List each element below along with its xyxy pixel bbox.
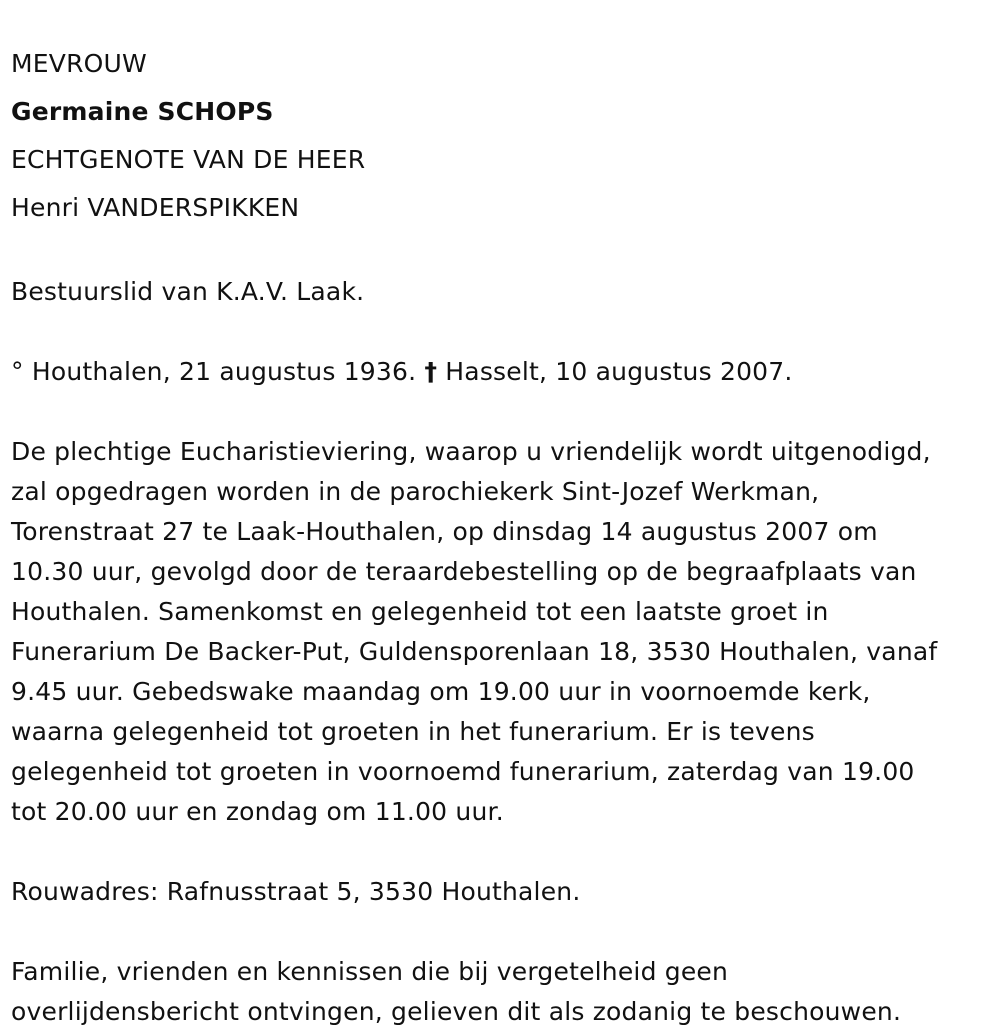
mourning-address: Rouwadres: Rafnusstraat 5, 3530 Houthalen. bbox=[11, 877, 581, 906]
paragraph-line: gelegenheid tot groeten in voornoemd funerarium, zaterdag van 19.00 bbox=[11, 757, 915, 786]
paragraph-line: 10.30 uur, gevolgd door de teraardebestelling op de begraafplaats van bbox=[11, 557, 917, 586]
spouse-name: Henri VANDERSPIKKEN bbox=[11, 193, 300, 222]
deceased-name: Germaine SCHOPS bbox=[11, 97, 274, 126]
paragraph-line: zal opgedragen worden in de parochiekerk Sint-Jozef Werkman, bbox=[11, 477, 820, 506]
spacer bbox=[11, 232, 1000, 272]
paragraph-line: overlijdensbericht ontvingen, gelieven dit als zodanig te beschouwen. bbox=[11, 997, 902, 1026]
paragraph-line: Torenstraat 27 te Laak-Houthalen, op dinsdag 14 augustus 2007 om bbox=[11, 517, 878, 546]
paragraph-line: De plechtige Eucharistieviering, waarop u vriendelijk wordt uitgenodigd, bbox=[11, 437, 931, 466]
spacer bbox=[11, 312, 1000, 352]
paragraph-line: Houthalen. Samenkomst en gelegenheid tot een laatste groet in bbox=[11, 597, 829, 626]
spacer bbox=[11, 832, 1000, 872]
relation-line: ECHTGENOTE VAN DE HEER bbox=[11, 145, 366, 174]
paragraph-line: Familie, vrienden en kennissen die bij vergetelheid geen bbox=[11, 957, 729, 986]
paragraph-line: tot 20.00 uur en zondag om 11.00 uur. bbox=[11, 797, 504, 826]
ceremony-paragraph bbox=[11, 432, 1000, 832]
title-line: MEVROUW bbox=[11, 49, 147, 78]
dates-line bbox=[11, 352, 1000, 392]
paragraph-line: Funerarium De Backer-Put, Guldensporenlaan 18, 3530 Houthalen, vanaf bbox=[11, 637, 938, 666]
paragraph-line: waarna gelegenheid tot groeten in het funerarium. Er is tevens bbox=[11, 717, 815, 746]
birth-info: ° Houthalen, 21 augustus 1936. bbox=[11, 357, 417, 386]
closing-paragraph bbox=[11, 952, 1000, 1032]
paragraph-line: 9.45 uur. Gebedswake maandag om 19.00 uur in voornoemde kerk, bbox=[11, 677, 871, 706]
spacer bbox=[11, 912, 1000, 952]
role-line: Bestuurslid van K.A.V. Laak. bbox=[11, 277, 365, 306]
cross-icon: † bbox=[424, 357, 438, 386]
spacer bbox=[11, 392, 1000, 432]
death-info: Hasselt, 10 augustus 2007. bbox=[445, 357, 793, 386]
